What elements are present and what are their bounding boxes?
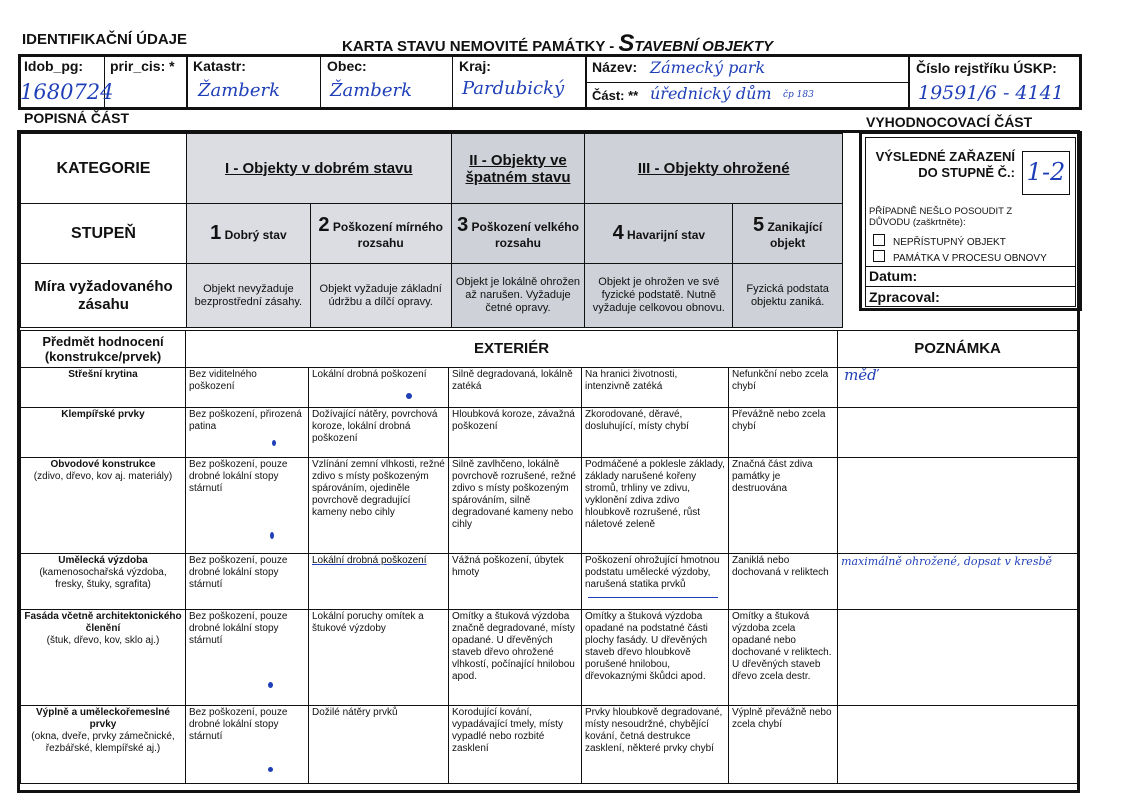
stupen-4-num: 4 xyxy=(612,221,624,244)
stupen-1-num: 1 xyxy=(210,221,222,244)
table-row xyxy=(21,458,1078,554)
row-cell-3[interactable]: Silně degradovaná, lokálně zatéká xyxy=(449,368,582,408)
cislo-label: Číslo rejstříku ÚSKP: xyxy=(916,60,1057,76)
pripadne-text: PŘÍPADNĚ NEŠLO POSOUDIT Z DŮVODU xyxy=(869,206,1013,228)
row-note[interactable] xyxy=(838,706,1078,784)
main-title-prefix: KARTA STAVU NEMOVITÉ PAMÁTKY - xyxy=(342,38,619,55)
assessment-table xyxy=(20,330,1078,784)
row-sub: (kamenosochařská výzdoba, fresky, štuky, sgrafita) xyxy=(39,567,167,590)
popisna-label: POPISNÁ ČÁST xyxy=(24,110,130,126)
row-cell-5[interactable]: Nefunkční nebo zcela chybí xyxy=(729,368,838,408)
row-cell-3[interactable]: Korodující kování, vypadávající tmely, místy vypadlé nebo rozbité zasklení xyxy=(449,706,582,784)
row-sub: (štuk, dřevo, kov, sklo aj.) xyxy=(46,635,160,646)
row-cell-3[interactable]: Omítky a štuková výzdoba značně degradované, místy opadané. U dřevěných staveb dřevo ohrožené vlhkostí, počínající hnilobou apod. xyxy=(449,610,582,706)
nazev-value: Zámecký park xyxy=(650,58,766,77)
stupen-3-num: 3 xyxy=(457,213,469,236)
cast-value: úřednický dům xyxy=(650,84,772,103)
idob-label: Idob_pg: xyxy=(24,58,84,74)
category-2 xyxy=(451,134,585,204)
row-cell-4[interactable]: Omítky a štuková výzdoba opadané na podstatné části plochy fasády. U dřevěných staveb dřevo hloubkově porušené hnilobou, dřevokaznými škůdci apod. xyxy=(582,610,729,706)
table-row xyxy=(21,554,1078,610)
predmet-label: Předmět hodnocení (konstrukce/prvek) xyxy=(21,331,186,368)
katastr-label: Katastr: xyxy=(193,58,246,74)
row-sub: (zdivo, dřevo, kov aj. materiály) xyxy=(33,471,173,482)
katastr-value: Žamberk xyxy=(198,80,280,101)
stupen-1-text: Dobrý stav xyxy=(224,227,287,242)
poznamka-label: POZNÁMKA xyxy=(838,331,1078,368)
row-name: Fasáda včetně architektonického členění xyxy=(24,611,182,634)
stupen-2-num: 2 xyxy=(318,213,330,236)
row-label xyxy=(21,706,186,784)
table-row xyxy=(21,706,1078,784)
row-cell-3[interactable]: Hloubková koroze, závažná poškození xyxy=(449,408,582,458)
row-cell-4[interactable]: Podmáčené a poklesle základy, základy narušené kořeny stromů, trhliny ve zdivu, vyklonění zdiva zdivo hloubkově rozrušené, růst náletové zeleně xyxy=(582,458,729,554)
category-3-text: III - Objekty ohrožené xyxy=(637,159,790,177)
stupen-4 xyxy=(585,204,733,264)
mira-4: Objekt je ohrožen ve své fyzické podstatě. Nutně vyžaduje celkovou obnovu. xyxy=(585,264,733,328)
id-divider-cast xyxy=(587,82,908,83)
stupen-5-num: 5 xyxy=(753,213,765,236)
category-3 xyxy=(585,134,843,204)
row-cell-5[interactable]: Výplně převážně nebo zcela chybí xyxy=(729,706,838,784)
category-2-text: II - Objekty ve špatném stavu xyxy=(465,151,571,186)
obec-label: Obec: xyxy=(327,58,367,74)
category-1-text: I - Objekty v dobrém stavu xyxy=(225,159,413,177)
stupen-3 xyxy=(451,204,585,264)
mira-5: Fyzická podstata objektu zaniká. xyxy=(733,264,843,328)
stupen-3-text: Poškození velkého rozsahu xyxy=(471,219,579,250)
left-title: IDENTIFIKAČNÍ ÚDAJE xyxy=(22,31,188,48)
row-cell-3[interactable]: Vážná poškození, úbytek hmoty xyxy=(449,554,582,610)
row-note[interactable] xyxy=(838,610,1078,706)
row-cell-2[interactable]: Lokální drobná poškození xyxy=(309,368,449,408)
stupen-4-text: Havarijní stav xyxy=(627,227,706,242)
cislo-value: 19591/6 - 4141 xyxy=(918,82,1064,104)
kraj-label: Kraj: xyxy=(459,58,491,74)
mira-1: Objekt nevyžaduje bezprostřední zásahy. xyxy=(187,264,311,328)
row-cell-5[interactable]: Značná část zdiva památky je destruována xyxy=(729,458,838,554)
row-name: Výplně a uměleckořemeslné prvky xyxy=(36,707,170,730)
datum-label: Datum: xyxy=(869,268,918,284)
obnova-label: PAMÁTKA V PROCESU OBNOVY xyxy=(893,253,1047,264)
table-row xyxy=(21,368,1078,408)
nazev-label: Název: xyxy=(592,59,638,75)
pen-mark-icon xyxy=(272,440,276,446)
nepristupny-label: NEPŘÍSTUPNÝ OBJEKT xyxy=(893,237,1006,248)
vysledne-label: VÝSLEDNÉ ZAŘAZENÍ DO STUPNĚ Č.: xyxy=(875,149,1015,180)
id-divider-4 xyxy=(452,56,453,108)
vysledne-value: 1-2 xyxy=(1026,158,1066,186)
row-cell-1[interactable]: Bez poškození, pouze drobné lokální stopy stárnutí xyxy=(186,554,309,610)
id-divider-3 xyxy=(320,56,321,108)
row-cell-1[interactable]: Bez viditelného poškození xyxy=(186,368,309,408)
main-title-s: S xyxy=(618,30,635,57)
row-cell-1[interactable]: Bez poškození, pouze drobné lokální stopy stárnutí xyxy=(186,706,309,784)
row-note[interactable]: měď xyxy=(838,368,1078,408)
row-note[interactable] xyxy=(838,458,1078,554)
row-cell-5[interactable]: Omítky a štuková výzdoba zcela opadané nebo dochované v reliktech. U dřevěných staveb dřevo zcela destr. xyxy=(729,610,838,706)
row-cell-4[interactable]: Prvky hloubkově degradované, místy nesoudržné, chybějící kování, četná destrukce zasklení, některé prvky chybí xyxy=(582,706,729,784)
row-label xyxy=(21,610,186,706)
row-label xyxy=(21,368,186,408)
pripadne-note: (zaškrtněte): xyxy=(912,217,966,228)
cast-label: Část: ** xyxy=(592,88,639,103)
stupen-5 xyxy=(733,204,843,264)
obec-value: Žamberk xyxy=(330,80,412,101)
kategorie-label: KATEGORIE xyxy=(21,134,187,204)
row-cell-4[interactable]: Na hranici životnosti, intenzivně zatéká xyxy=(582,368,729,408)
row-name: Obvodové konstrukce xyxy=(50,459,156,470)
row-name: Střešní krytina xyxy=(68,369,138,380)
id-divider-6 xyxy=(908,56,910,108)
kraj-value: Pardubický xyxy=(462,78,565,99)
vyhodnocovaci-title: VYHODNOCOVACÍ ČÁST xyxy=(866,114,1033,130)
mira-3: Objekt je lokálně ohrožen až narušen. Vyžaduje četné opravy. xyxy=(451,264,585,328)
row-label xyxy=(21,458,186,554)
row-cell-4[interactable]: Poškození ohrožující hmotnou podstatu umělecké výzdoby, narušená statika prvků xyxy=(582,554,729,610)
row-cell-1[interactable]: Bez poškození, pouze drobné lokální stopy stárnutí xyxy=(186,610,309,706)
row-cell-4[interactable]: Zkorodované, děravé, dosluhující, místy chybí xyxy=(582,408,729,458)
row-name: Klempířské prvky xyxy=(61,409,145,420)
row-cell-2[interactable]: Dožívající nátěry, povrchová koroze, lokální drobná poškození xyxy=(309,408,449,458)
row-cell-2[interactable]: Lokální poruchy omítek a štukové výzdoby xyxy=(309,610,449,706)
row-cell-2[interactable]: Lokální drobná poškození xyxy=(309,554,449,610)
row-cell-2[interactable]: Vzlínání zemní vlhkosti, režné zdivo s místy poškozeným spárováním, ojediněle povrchově degradující kameny nebo cihly xyxy=(309,458,449,554)
id-divider-2 xyxy=(186,56,188,108)
row-cell-5[interactable]: Zaniklá nebo dochovaná v reliktech xyxy=(729,554,838,610)
stupen-label: STUPEŇ xyxy=(21,204,187,264)
mira-label: Míra vyžadovaného zásahu xyxy=(21,264,187,328)
prir-label: prir_cis: * xyxy=(110,58,175,74)
row-cell-2[interactable]: Dožilé nátěry prvků xyxy=(309,706,449,784)
zpracoval-label: Zpracoval: xyxy=(869,289,940,305)
row-note[interactable] xyxy=(838,408,1078,458)
table-row xyxy=(21,610,1078,706)
pen-mark-icon xyxy=(268,682,273,688)
stupen-5-text: Zanikající objekt xyxy=(767,219,823,250)
pen-mark-icon xyxy=(268,767,273,772)
underline-mark xyxy=(588,597,718,598)
stupen-2-text: Poškození mírného rozsahu xyxy=(332,219,443,250)
row-note[interactable]: maximálně ohrožené, dopsat v kresbě xyxy=(838,554,1078,610)
cast-extra: čp 183 xyxy=(783,90,814,100)
stupen-2 xyxy=(310,204,451,264)
idob-value: 1680724 xyxy=(20,80,114,104)
row-name: Umělecká výzdoba xyxy=(58,555,148,566)
pen-mark-icon xyxy=(270,532,274,539)
row-cell-1[interactable]: Bez poškození, přirozená patina xyxy=(186,408,309,458)
table-row xyxy=(21,408,1078,458)
row-label xyxy=(21,408,186,458)
category-table xyxy=(20,133,843,328)
main-title-suffix: TAVEBNÍ OBJEKTY xyxy=(634,38,774,55)
pen-mark-icon xyxy=(406,393,412,399)
stupen-1 xyxy=(187,204,311,264)
row-cell-1[interactable]: Bez poškození, pouze drobné lokální stopy stárnutí xyxy=(186,458,309,554)
mira-2: Objekt vyžaduje základní údržbu a dílčí opravy. xyxy=(310,264,451,328)
row-sub: (okna, dveře, prvky zámečnické, řezbářské, klempířské aj.) xyxy=(31,731,175,754)
row-label xyxy=(21,554,186,610)
row-cell-5[interactable]: Převážně nebo zcela chybí xyxy=(729,408,838,458)
exterier-label: EXTERIÉR xyxy=(186,331,838,368)
row-cell-3[interactable]: Silně zavlhčeno, lokálně povrchově rozrušené, režné zdivo s místy poškozeným spárováním, silně degradované kameny nebo cihly xyxy=(449,458,582,554)
category-1 xyxy=(187,134,452,204)
